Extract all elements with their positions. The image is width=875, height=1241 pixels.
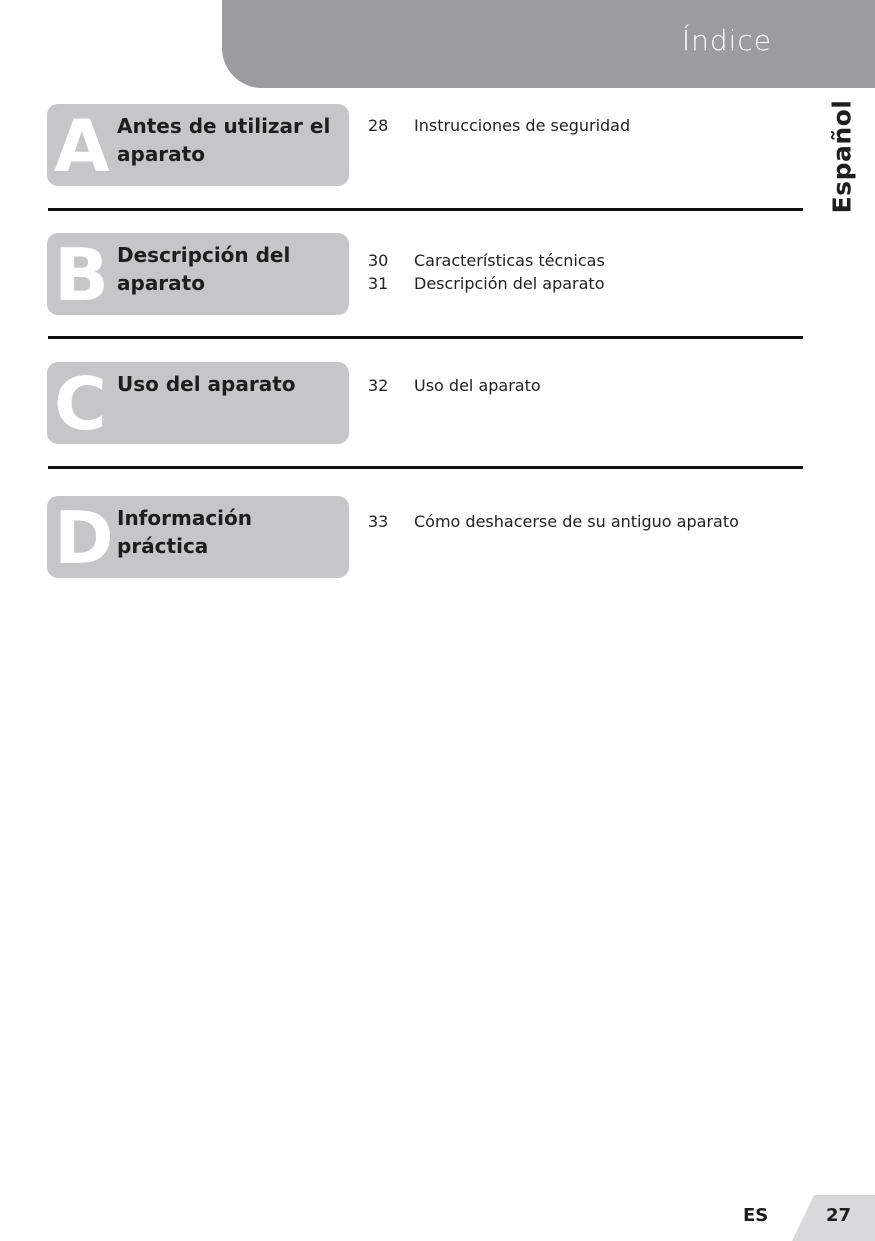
section-divider xyxy=(48,208,803,211)
section-divider xyxy=(48,466,803,469)
toc-entry[interactable] xyxy=(368,374,808,397)
section-letter: C xyxy=(54,362,107,444)
toc-entry[interactable] xyxy=(368,249,808,272)
toc-entry[interactable] xyxy=(368,510,808,533)
section-title: Uso del aparato xyxy=(117,372,296,396)
toc-list xyxy=(368,510,808,533)
language-label: Español xyxy=(827,99,857,213)
section-box xyxy=(47,362,349,444)
toc-page-number: 32 xyxy=(368,376,389,395)
section-title: Información práctica xyxy=(117,506,253,558)
section-title: Antes de utilizar el aparato xyxy=(117,114,331,166)
toc-list xyxy=(368,249,808,295)
toc-label: Instrucciones de seguridad xyxy=(414,116,631,135)
section-letter: A xyxy=(54,104,110,186)
toc-entry[interactable] xyxy=(368,272,808,295)
language-tab xyxy=(822,100,862,212)
toc-page-number: 30 xyxy=(368,251,389,270)
section-letter: B xyxy=(54,233,109,315)
toc-label: Descripción del aparato xyxy=(414,274,605,293)
toc-entry[interactable] xyxy=(368,114,808,137)
toc-page-number: 31 xyxy=(368,274,389,293)
toc-label: Uso del aparato xyxy=(414,376,541,395)
footer-page-number: 27 xyxy=(826,1205,852,1226)
toc-list xyxy=(368,374,808,397)
section-box xyxy=(47,496,349,578)
footer-language-code: ES xyxy=(743,1205,769,1226)
section-letter: D xyxy=(54,496,114,578)
page-title: Índice xyxy=(681,24,772,57)
toc-label: Cómo deshacerse de su antiguo aparato xyxy=(414,512,739,531)
section-box xyxy=(47,233,349,315)
section-title: Descripción del aparato xyxy=(117,243,291,295)
toc-page-number: 28 xyxy=(368,116,389,135)
toc-page-number: 33 xyxy=(368,512,389,531)
toc-label: Características técnicas xyxy=(414,251,605,270)
section-box xyxy=(47,104,349,186)
header-tab xyxy=(222,0,875,88)
toc-list xyxy=(368,114,808,137)
section-divider xyxy=(48,336,803,339)
